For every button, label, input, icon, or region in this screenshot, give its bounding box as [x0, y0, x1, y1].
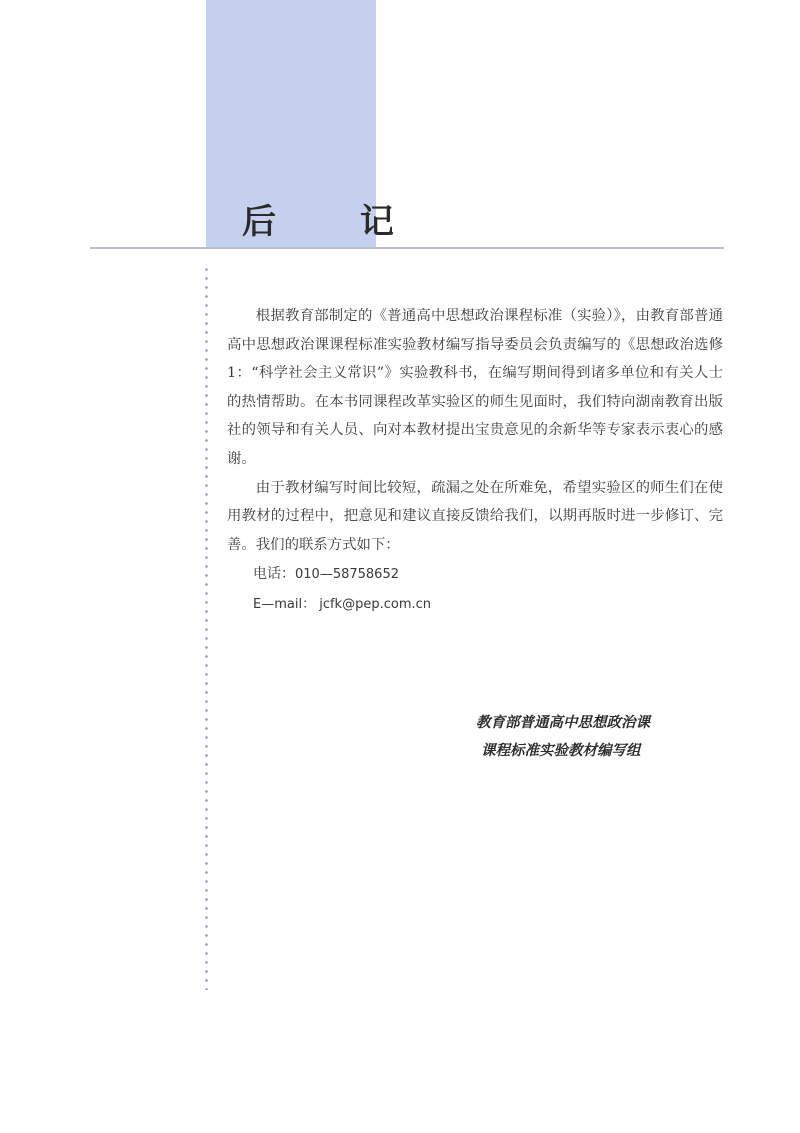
signature-line-2: 课程标准实验教材编写组	[481, 742, 641, 759]
contact-email	[227, 590, 723, 620]
paragraph-feedback-request: 由于教材编写时间比较短，疏漏之处在所难免，希望实验区的师生们在使用教材的过程中，把意见和建议直接反馈给我们，以期再版时进一步修订、完善。我们的联系方式如下：	[227, 479, 723, 553]
dotted-margin-line	[205, 265, 208, 990]
phone-number: 010—58758652	[295, 567, 399, 583]
email-label: E—mail：	[253, 597, 316, 613]
page-title: 后 记	[242, 202, 430, 242]
signature-line-1: 教育部普通高中思想政治课	[476, 714, 650, 731]
contact-phone	[227, 559, 723, 590]
afterword-body	[227, 302, 723, 620]
paragraph-acknowledgement: 根据教育部制定的《普通高中思想政治课程标准（实验）》，由教育部普通高中思想政治课课程标准实验教材编写指导委员会负责编写的《思想政治选修1：“科学社会主义常识”》实验教科书，在编写期间得到诸多单位和有关人士的热情帮助。在本书同课程改革实验区的师生见面时，我们特向湖南教育出版社的领导和有关人员、向对本教材提出宝贵意见的余新华等专家表示衷心的感谢。	[227, 308, 723, 467]
header-divider	[90, 247, 724, 249]
signature-block	[476, 709, 650, 765]
phone-label: 电话：	[253, 566, 295, 583]
email-address[interactable]: jcfk@pep.com.cn	[319, 597, 432, 613]
